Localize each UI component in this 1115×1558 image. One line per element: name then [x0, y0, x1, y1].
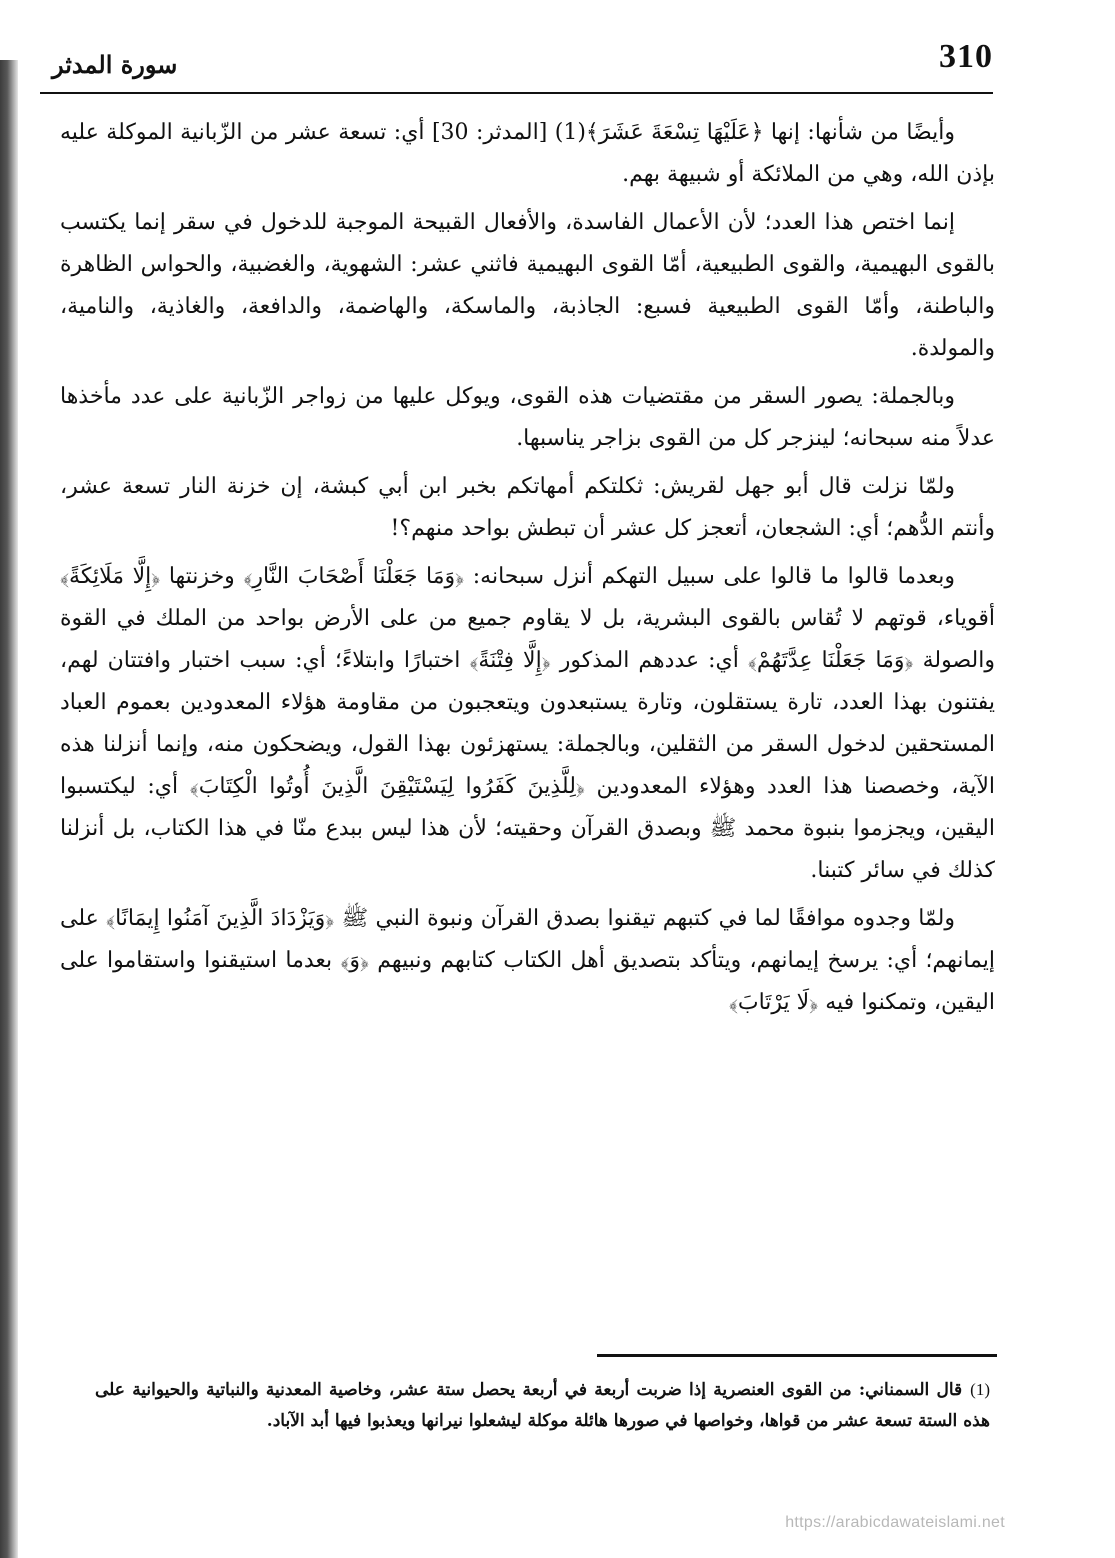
paragraph-text: إنما اختص هذا العدد؛ لأن الأعمال الفاسدة، والأفعال القبيحة الموجبة للدخول في سقر إنما يكتسب بالقوى البهيمية، والقوى الطبيعية، أمّا القوى البهيمية فاثني عشر: الشهوية، والغضبية، والحواس الظاهرة والباطنة، وأمّا القوى الطبيعية فسبع: الجاذبة، والماسكة، والهاضمة، والدافعة، والغاذية، والنامية، والمولدة. — [60, 210, 995, 361]
footnote-number: (1) — [970, 1380, 990, 1399]
paragraph-text: وبعدما قالوا ما قالوا على سبيل التهكم أنزل سبحانه: ﴿وَمَا جَعَلْنَا أَصْحَابَ النَّارِ﴾ وخزنتها ﴿إِلَّا مَلَائِكَةً﴾ أقوياء، قوتهم لا تُقاس بالقوى البشرية، بل لا يقاوم جميع من على الأرض بواحد من الملك في القوة والصولة ﴿وَمَا جَعَلْنَا عِدَّتَهُمْ﴾ أي: عددهم المذكور ﴿إِلَّا فِتْنَةً﴾ اختبارًا وابتلاءً؛ أي: سبب اختبار وافتتان لهم، يفتنون بهذا العدد، تارة يستقلون، وتارة يستبعدون ويتعجبون من مقاومة هؤلاء المعدودين بعموم العباد المستحقين لدخول السقر من الثقلين، وبالجملة: يستهزئون بهذا القول، ويضحكون منه، وإنما أنزلنا هذه الآية، وخصصنا هذا العدد وهؤلاء المعدودين ﴿لِلَّذِينَ كَفَرُوا لِيَسْتَيْقِنَ الَّذِينَ أُوتُوا الْكِتَابَ﴾ أي: ليكتسبوا اليقين، ويجزموا بنبوة محمد ﷺ وبصدق القرآن وحقيته؛ لأن هذا ليس ببدع منّا في هذا الكتاب، بل أنزلنا كذلك في سائر كتبنا. — [60, 564, 995, 883]
footnote — [95, 1374, 990, 1437]
paragraph-text: ولمّا نزلت قال أبو جهل لقريش: ثكلتكم أمهاتكم بخبر ابن أبي كبشة، إن خزنة النار تسعة عشر، وأنتم الدُّهم؛ أي: الشجعان، أتعجز كل عشر أن تبطش بواحد منهم؟! — [60, 474, 995, 541]
scan-shadow-edge — [0, 60, 18, 1558]
paragraph — [60, 376, 995, 460]
page-header — [40, 34, 993, 94]
paragraph-text: وبالجملة: يصور السقر من مقتضيات هذه القوى، ويوكل عليها من زواجر الزّبانية على عدد مأخذها عدلاً منه سبحانه؛ لينزجر كل من القوى بزاجر يناسبها. — [60, 384, 995, 451]
paragraph-text: وأيضًا من شأنها: إنها ﴿عَلَيْهَا تِسْعَةَ عَشَرَ﴾(1) [المدثر: 30] أي: تسعة عشر من الزّبانية الموكلة عليه بإذن الله، وهي من الملائكة أو شبيهة بهم. — [60, 120, 995, 187]
main-text — [60, 112, 995, 1030]
paragraph-text: ولمّا وجدوه موافقًا لما في كتبهم تيقنوا بصدق القرآن ونبوة النبي ﷺ ﴿وَيَزْدَادَ الَّذِينَ آمَنُوا إِيمَانًا﴾ على إيمانهم؛ أي: يرسخ إيمانهم، ويتأكد بتصديق أهل الكتاب كتابهم ونبيهم ﴿وَ﴾ بعدما استيقنوا واستقاموا على اليقين، وتمكنوا فيه ﴿لَا يَرْتَابَ﴾ — [60, 906, 995, 1015]
footnote-divider — [597, 1354, 997, 1357]
watermark-url: https://arabicdawateislami.net — [785, 1514, 1005, 1531]
paragraph — [60, 202, 995, 370]
page-number: 310 — [939, 38, 993, 75]
paragraph — [60, 898, 995, 1024]
paragraph — [60, 112, 995, 196]
surah-title: سورة المدثر — [52, 50, 178, 79]
paragraph — [60, 466, 995, 550]
footnote-text: قال السمناني: من القوى العنصرية إذا ضربت أربعة في أربعة يحصل ستة عشر، وخاصية المعدنية والنباتية والحيوانية على هذه الستة تسعة عشر من قواها، وخواصها في صورها هائلة موكلة ليشعلوا نيرانها ويعذبوا فيها أبد الآباد. — [95, 1380, 990, 1431]
paragraph — [60, 556, 995, 892]
